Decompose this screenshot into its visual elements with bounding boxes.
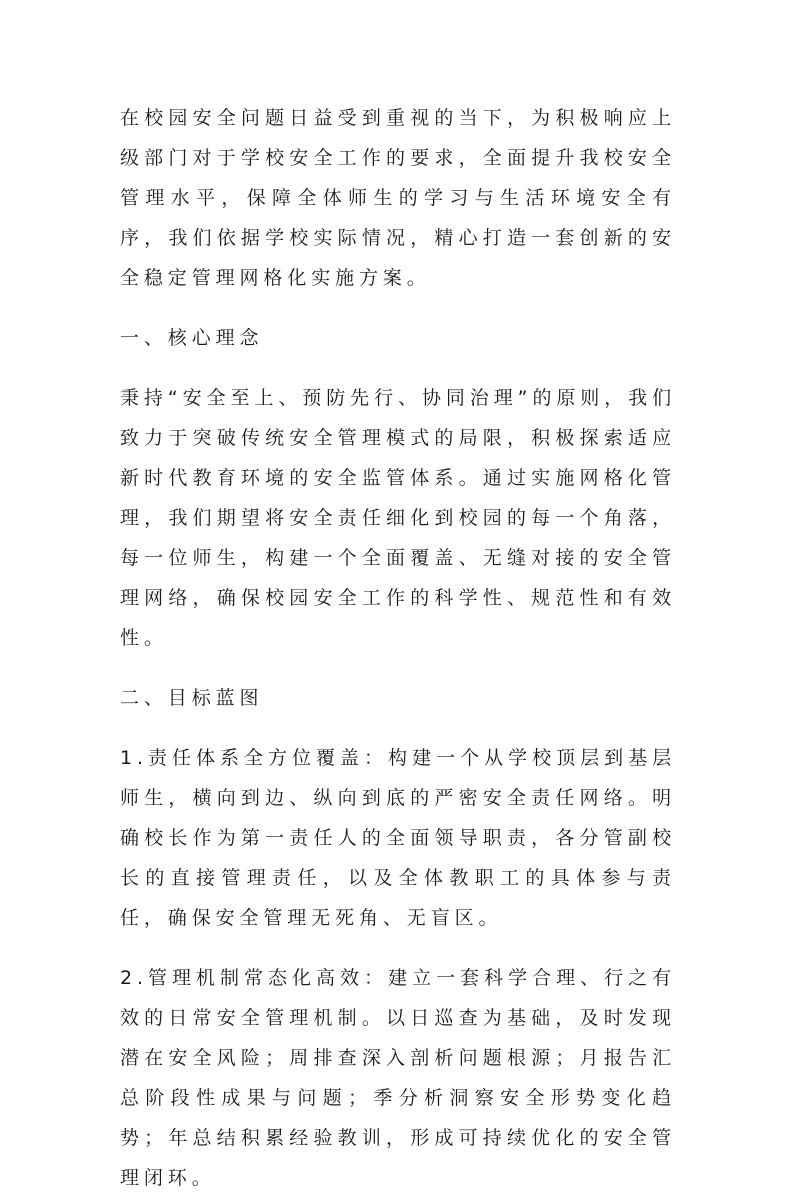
section-heading-goal-blueprint: 二、目标蓝图 (120, 687, 264, 709)
core-concept-paragraph: 秉持“安全至上、预防先行、协同治理”的原则，我们致力于突破传统安全管理模式的局限，积极探索适应新时代教育环境的安全监管体系。通过实施网格化管理，我们期望将安全责任细化到校园的每一个角落，每一位师生，构建一个全面覆盖、无缝对接的安全管理网络，确保校园安全工作的科学性、规范性和有效性。 (120, 387, 676, 649)
goal-item-2-paragraph: 2.管理机制常态化高效：建立一套科学合理、行之有效的日常安全管理机制。以日巡查为基础，及时发现潜在安全风险；周排查深入剖析问题根源；月报告汇总阶段性成果与问题；季分析洞察安全形势变化趋势；年总结积累经验教训，形成可持续优化的安全管理闭环。 (120, 967, 676, 1189)
document-page (120, 98, 676, 1198)
section-heading-core-concept: 一、核心理念 (120, 327, 264, 349)
goal-item-1-paragraph: 1.责任体系全方位覆盖：构建一个从学校顶层到基层师生，横向到边、纵向到底的严密安全责任网络。明确校长作为第一责任人的全面领导职责，各分管副校长的直接管理责任，以及全体教职工的具体参与责任，确保安全管理无死角、无盲区。 (120, 747, 676, 929)
intro-paragraph: 在校园安全问题日益受到重视的当下，为积极响应上级部门对于学校安全工作的要求，全面提升我校安全管理水平，保障全体师生的学习与生活环境安全有序，我们依据学校实际情况，精心打造一套创新的安全稳定管理网格化实施方案。 (120, 107, 676, 289)
